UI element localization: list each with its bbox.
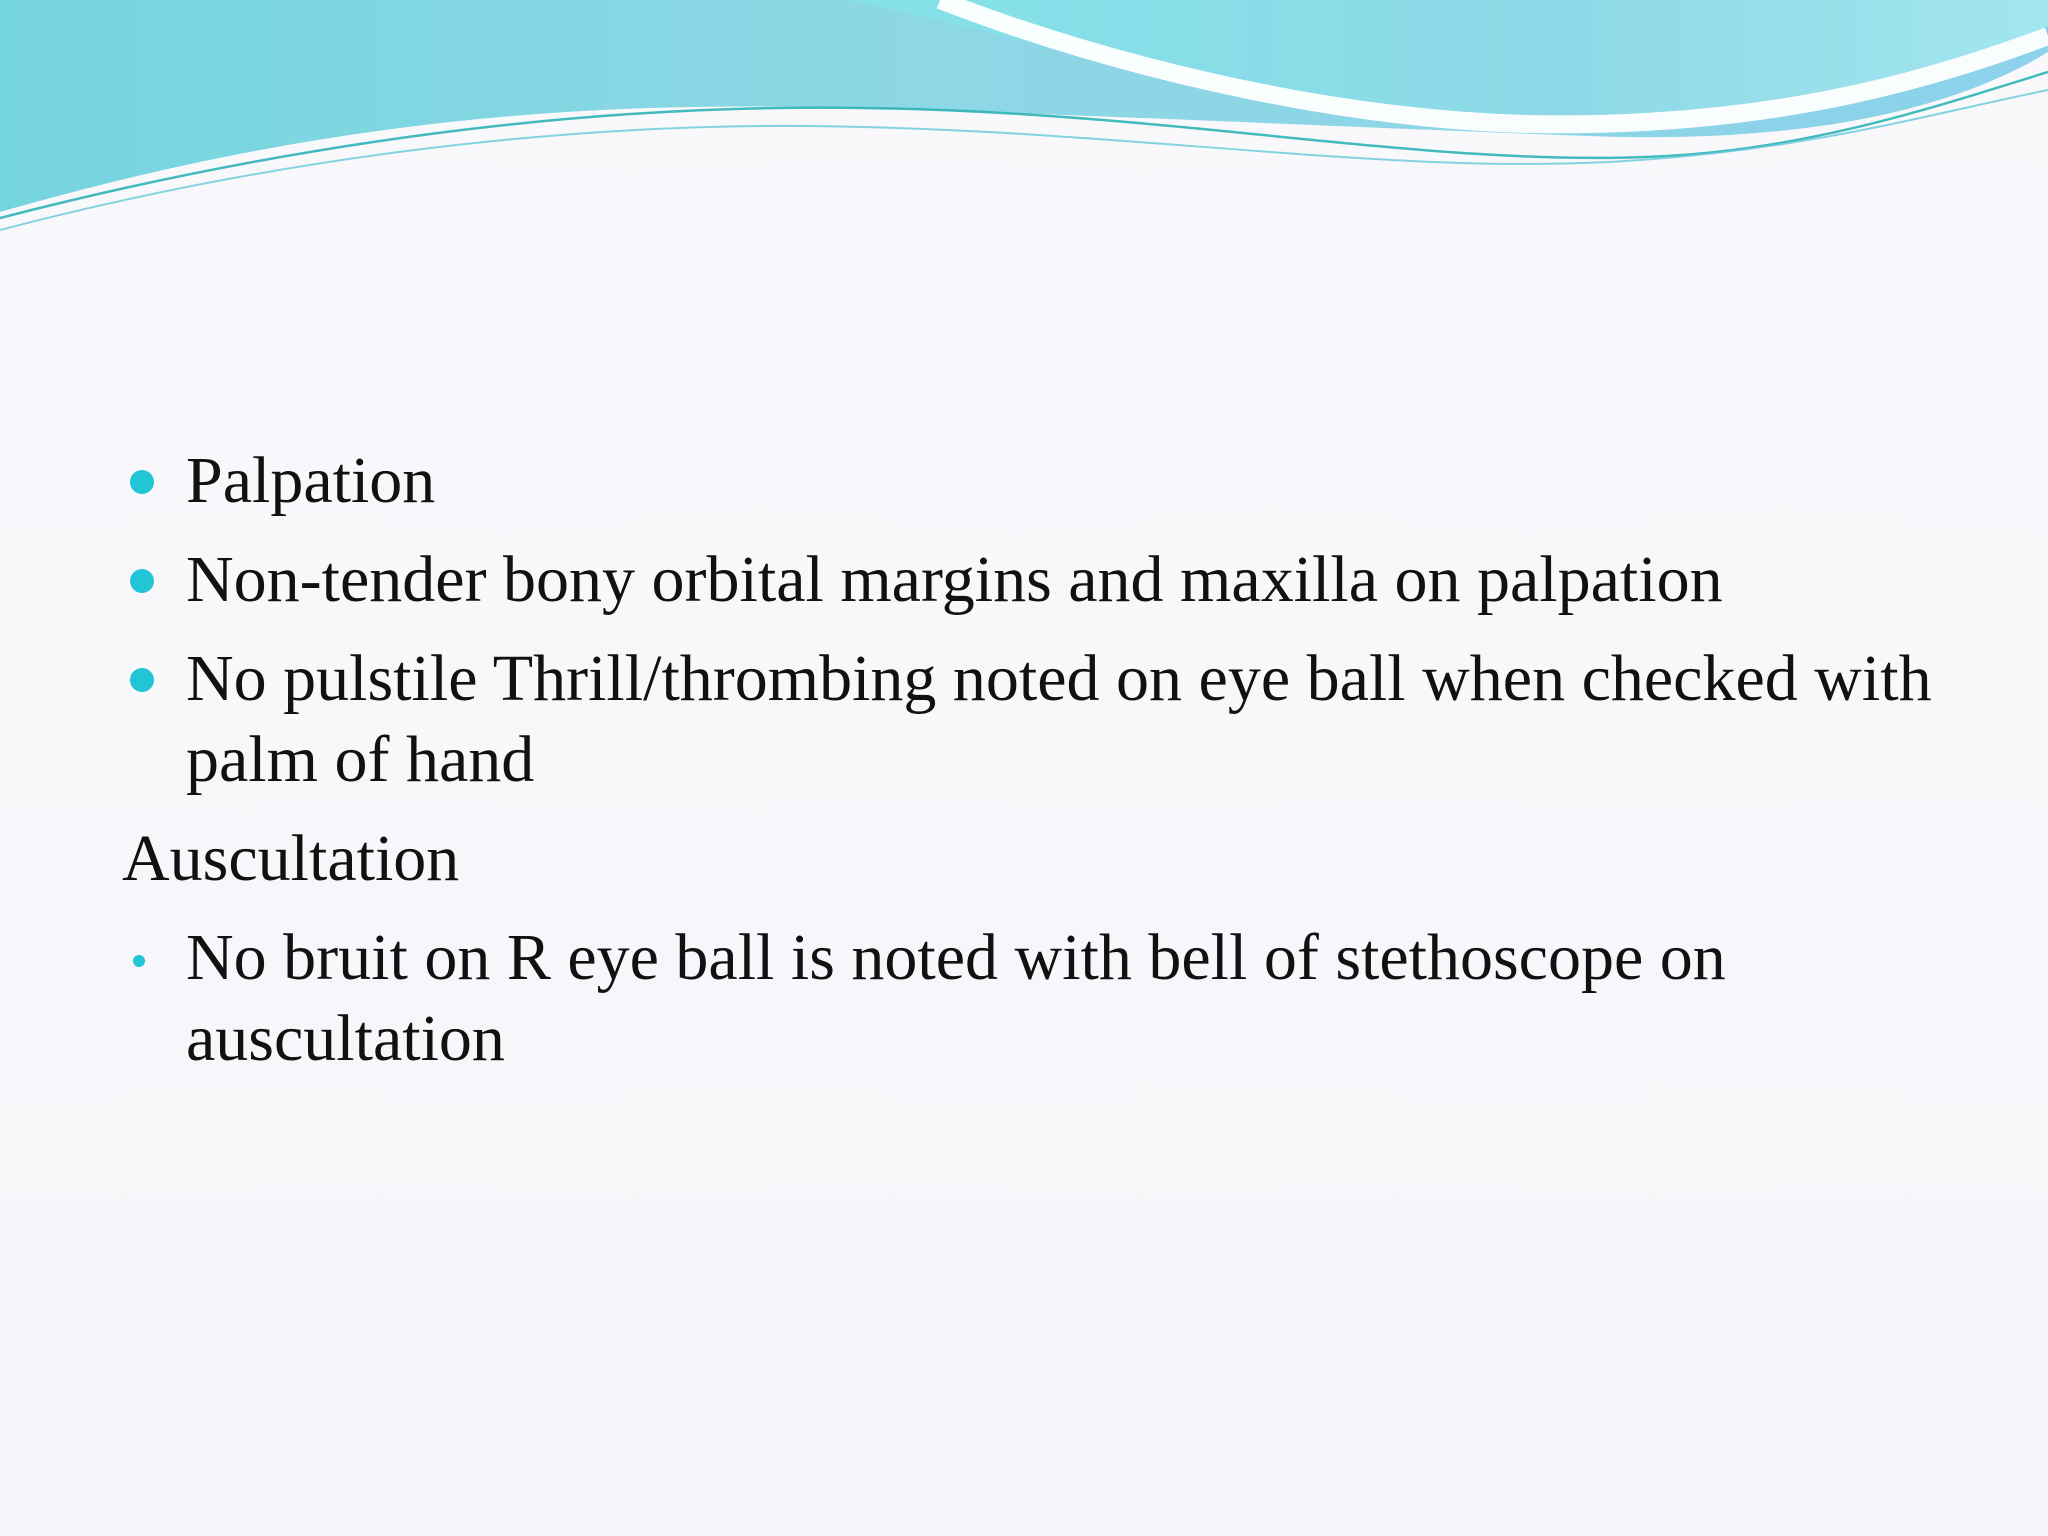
slide-content: [122, 440, 1962, 1097]
bullet-dot-icon: [130, 470, 154, 494]
section-heading-auscultation: [122, 818, 1962, 899]
bullet-item-thrill: [122, 638, 1962, 800]
bullet-dot-icon: [130, 668, 154, 692]
bullet-text: Non-tender bony orbital margins and maxilla on palpation: [186, 543, 1723, 616]
section-heading-text: Auscultation: [122, 822, 460, 895]
bullet-dot-icon: [133, 955, 145, 967]
decorative-wave-header: [0, 0, 2048, 260]
bullet-item-orbital-margins: [122, 539, 1962, 620]
bullet-text: No pulstile Thrill/thrombing noted on eye ball when checked with palm of hand: [186, 642, 1932, 796]
bullet-item-bruit: [122, 917, 1962, 1079]
bullet-dot-icon: [130, 569, 154, 593]
bullet-text: Palpation: [186, 444, 436, 517]
bullet-item-palpation: [122, 440, 1962, 521]
bullet-text: No bruit on R eye ball is noted with bell of stethoscope on auscultation: [186, 921, 1726, 1075]
